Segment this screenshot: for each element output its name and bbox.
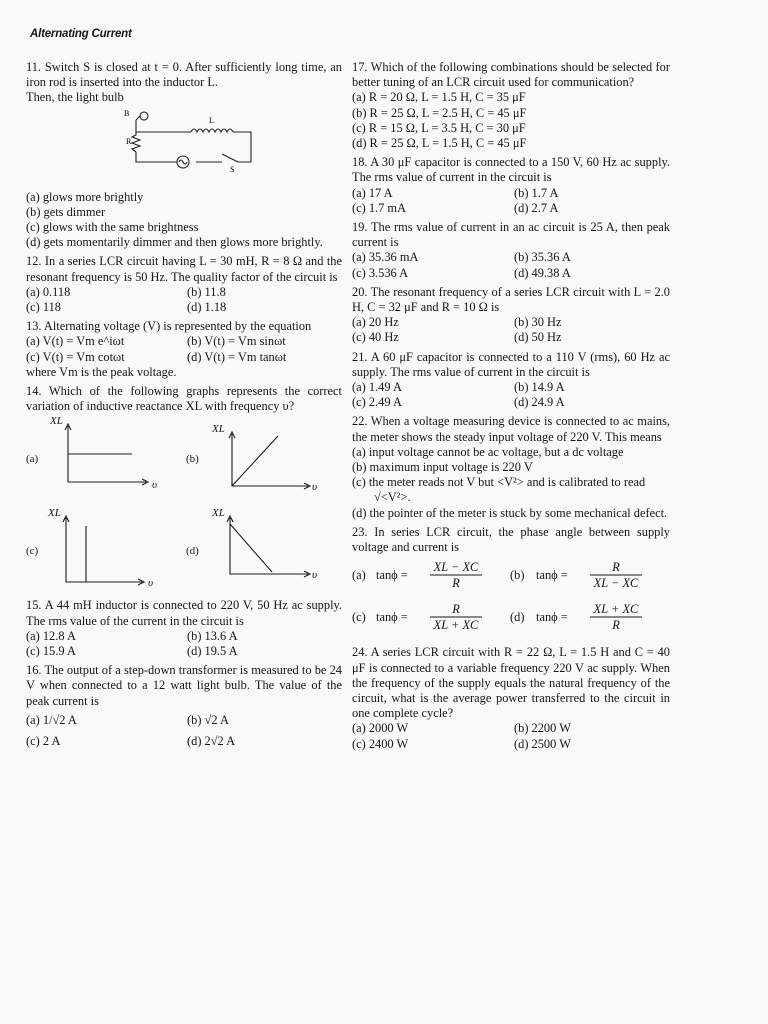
option-text: (d) V(t) = Vm tanωt bbox=[187, 349, 287, 364]
option-text: (a) R = 20 Ω, L = 1.5 H, C = 35 μF bbox=[352, 90, 526, 105]
graph-b-axes bbox=[232, 434, 308, 486]
question-12 bbox=[26, 254, 342, 315]
graph-a-y-label: XL bbox=[50, 415, 63, 428]
question-17-stem: 17. Which of the following combinations should be selected for better tuning of an LCR circuit used for communication? bbox=[352, 60, 670, 90]
option-text: (c) the meter reads not V but <V²> and is calibrated to read √<V²>. bbox=[352, 475, 646, 505]
circuit-wire-top-left bbox=[136, 120, 191, 132]
option-text: (c) 2.49 A bbox=[352, 395, 402, 410]
option-text: (b) 35.36 A bbox=[514, 250, 571, 265]
option-text: (d) 2500 W bbox=[514, 736, 571, 751]
formula-c-lhs: tanϕ = bbox=[376, 610, 408, 625]
option-text: (c) V(t) = Vm cotωt bbox=[26, 349, 125, 364]
formula-c-denominator: XL + XC bbox=[433, 618, 479, 633]
option-text: (d) 2.7 A bbox=[514, 200, 559, 215]
question-13-stem: 13. Alternating voltage (V) is represented by the equation bbox=[26, 319, 312, 334]
question-21 bbox=[352, 350, 670, 411]
left-column bbox=[26, 60, 342, 753]
formula-d-lhs: tanϕ = bbox=[536, 610, 568, 625]
circuit-wire-bottom-left bbox=[136, 152, 177, 162]
question-14 bbox=[26, 384, 342, 594]
option-text: (a) glows more brightly bbox=[26, 189, 144, 204]
question-20-options bbox=[352, 315, 670, 345]
circuit-label-b: B bbox=[124, 108, 130, 118]
question-15 bbox=[26, 598, 342, 659]
graph-d-label: (d) bbox=[186, 545, 199, 558]
option-text: (b) maximum input voltage is 220 V bbox=[352, 460, 533, 475]
formula-d-denominator: R bbox=[612, 618, 620, 633]
question-18-stem: 18. A 30 μF capacitor is connected to a 150 V, 60 Hz ac supply. The rms value of current in the circuit is bbox=[352, 155, 670, 185]
question-13 bbox=[26, 319, 342, 380]
option-text: (a) 12.8 A bbox=[26, 628, 76, 643]
switch-lever bbox=[222, 154, 238, 162]
option-text: (c) 2 A bbox=[26, 734, 61, 749]
option-text: (c) 2400 W bbox=[352, 736, 409, 751]
graph-b-y-label: XL bbox=[212, 423, 225, 436]
graph-b-line bbox=[232, 436, 278, 486]
question-18 bbox=[352, 155, 670, 216]
question-15-stem: 15. A 44 mH inductor is connected to 220 V, 50 Hz ac supply. The rms value of the current in the circuit is bbox=[26, 598, 342, 628]
question-12-stem: 12. In a series LCR circuit having L = 30 mH, R = 8 Ω and the resonant frequency is 50 Hz. The quality factor of the circuit is bbox=[26, 254, 342, 284]
phase-angle-formulas bbox=[352, 555, 670, 641]
question-18-options bbox=[352, 186, 670, 216]
question-13-footer: where Vm is the peak voltage. bbox=[26, 364, 177, 379]
graph-a-x-label: υ bbox=[152, 479, 158, 492]
question-11-options bbox=[26, 190, 342, 251]
option-text: (c) 40 Hz bbox=[352, 330, 399, 345]
formula-d-numerator: XL + XC bbox=[593, 602, 639, 617]
option-text: (a) 17 A bbox=[352, 185, 393, 200]
question-21-stem: 21. A 60 μF capacitor is connected to a 110 V (rms), 60 Hz ac supply. The rms value of current in the circuit is bbox=[352, 349, 670, 379]
graph-c-y-label: XL bbox=[48, 507, 61, 520]
option-text: (d) 1.18 bbox=[187, 300, 227, 315]
option-text: (b) gets dimmer bbox=[26, 204, 106, 219]
formula-c-label: (c) bbox=[352, 610, 366, 625]
question-11-then: Then, the light bulb bbox=[26, 90, 124, 105]
inductor-coil bbox=[191, 129, 233, 132]
formula-a-label: (a) bbox=[352, 568, 366, 583]
question-23-stem: 23. In series LCR circuit, the phase angle between supply voltage and current is bbox=[352, 524, 670, 555]
option-text: (c) glows with the same brightness bbox=[26, 220, 199, 235]
page-header: Alternating Current bbox=[30, 28, 132, 40]
option-text: (a) 1/√2 A bbox=[26, 712, 77, 727]
option-text: (d) the pointer of the meter is stuck by some mechanical defect. bbox=[352, 505, 668, 520]
option-text: (b) √2 A bbox=[187, 712, 229, 727]
question-15-options bbox=[26, 629, 342, 659]
option-text: (d) R = 25 Ω, L = 1.5 H, C = 45 μF bbox=[352, 136, 527, 151]
graph-a-label: (a) bbox=[26, 453, 39, 466]
option-text: (a) 35.36 mA bbox=[352, 250, 419, 265]
question-20 bbox=[352, 285, 670, 346]
question-22-stem: 22. When a voltage measuring device is connected to ac mains, the meter shows the steady input voltage of 220 V. This means bbox=[352, 414, 670, 444]
formula-b-numerator: R bbox=[612, 560, 620, 575]
option-text: (b) 2200 W bbox=[514, 721, 571, 736]
question-22 bbox=[352, 414, 670, 520]
option-text: (d) 49.38 A bbox=[514, 265, 571, 280]
graph-b-x-label: υ bbox=[312, 481, 318, 494]
option-text: (d) 50 Hz bbox=[514, 330, 562, 345]
option-text: (a) 0.118 bbox=[26, 284, 71, 299]
option-text: (a) 1.49 A bbox=[352, 380, 402, 395]
option-text: (b) 30 Hz bbox=[514, 315, 562, 330]
question-16-stem: 16. The output of a step-down transformer is measured to be 24 V when connected to a 12 watt light bulb. The value of the peak current is bbox=[26, 663, 342, 708]
circuit-diagram bbox=[26, 106, 342, 190]
graph-c-axes bbox=[66, 518, 142, 582]
formula-b-denominator: XL − XC bbox=[593, 576, 639, 591]
option-text: (b) 13.6 A bbox=[187, 628, 238, 643]
question-17 bbox=[352, 60, 670, 151]
option-text: (c) R = 15 Ω, L = 3.5 H, C = 30 μF bbox=[352, 120, 526, 135]
question-19-stem: 19. The rms value of current in an ac circuit is 25 A, then peak current is bbox=[352, 220, 670, 250]
option-text: (d) 24.9 A bbox=[514, 395, 565, 410]
formula-c-numerator: R bbox=[452, 602, 460, 617]
option-text: (b) 11.8 bbox=[187, 284, 226, 299]
question-24-options bbox=[352, 721, 670, 751]
option-text: (d) 19.5 A bbox=[187, 644, 238, 659]
question-20-stem: 20. The resonant frequency of a series LCR circuit with L = 2.0 H, C = 32 μF and R = 10 Ω is bbox=[352, 284, 670, 315]
option-text: (d) 2√2 A bbox=[187, 734, 236, 749]
question-24 bbox=[352, 645, 670, 751]
option-text: (a) V(t) = Vm e^iωt bbox=[26, 334, 125, 349]
circuit-label-r: R bbox=[126, 136, 132, 146]
question-11 bbox=[26, 60, 342, 250]
option-text: (b) 1.7 A bbox=[514, 185, 559, 200]
question-13-options bbox=[26, 334, 342, 364]
option-text: (c) 118 bbox=[26, 300, 61, 315]
question-23 bbox=[352, 525, 670, 641]
option-text: (d) gets momentarily dimmer and then glows more brightly. bbox=[26, 235, 323, 250]
option-text: (b) R = 25 Ω, L = 2.5 H, C = 45 μF bbox=[352, 105, 527, 120]
ac-source-wave bbox=[179, 160, 187, 164]
question-11-stem: 11. Switch S is closed at t = 0. After sufficiently long time, an iron rod is inserted into the inductor L. bbox=[26, 60, 342, 90]
question-19-options bbox=[352, 250, 670, 280]
formula-b-label: (b) bbox=[510, 568, 525, 583]
option-text: (a) 20 Hz bbox=[352, 315, 399, 330]
bulb-icon bbox=[140, 112, 148, 120]
formula-b-lhs: tanϕ = bbox=[536, 568, 568, 583]
option-text: (a) 2000 W bbox=[352, 721, 409, 736]
reactance-graphs bbox=[26, 414, 342, 594]
graph-d-axes bbox=[230, 518, 308, 574]
graph-c-x-label: υ bbox=[148, 577, 154, 590]
circuit-label-l: L bbox=[209, 115, 214, 125]
question-21-options bbox=[352, 380, 670, 410]
option-text: (b) V(t) = Vm sinωt bbox=[187, 334, 286, 349]
option-text: (b) 14.9 A bbox=[514, 380, 565, 395]
question-12-options bbox=[26, 285, 342, 315]
question-16-options bbox=[26, 713, 342, 749]
option-text: (a) input voltage cannot be ac voltage, but a dc voltage bbox=[352, 444, 624, 459]
circuit-wire-right bbox=[233, 132, 251, 162]
graph-b-label: (b) bbox=[186, 453, 199, 466]
question-14-stem: 14. Which of the following graphs represents the correct variation of inductive reactance XL with frequency υ? bbox=[26, 384, 342, 414]
graph-d-x-label: υ bbox=[312, 569, 318, 582]
option-text: (c) 15.9 A bbox=[26, 644, 76, 659]
graph-d-y-label: XL bbox=[212, 507, 225, 520]
question-16 bbox=[26, 663, 342, 749]
question-19 bbox=[352, 220, 670, 281]
formula-a-lhs: tanϕ = bbox=[376, 568, 408, 583]
option-text: (c) 1.7 mA bbox=[352, 200, 407, 215]
graph-d-line bbox=[230, 524, 272, 572]
graph-c-label: (c) bbox=[26, 545, 39, 558]
formula-a-numerator: XL − XC bbox=[433, 560, 479, 575]
resistor-zigzag bbox=[132, 132, 140, 152]
question-24-stem: 24. A series LCR circuit with R = 22 Ω, L = 1.5 H and C = 40 μF is connected to a variable frequency 220 V ac supply. When the frequency of the supply equals the natural frequency of the circuit, what is the average power transferred to the circuit in one complete cycle? bbox=[352, 645, 670, 721]
right-column bbox=[352, 60, 670, 756]
formula-d-label: (d) bbox=[510, 610, 525, 625]
option-text: (c) 3.536 A bbox=[352, 265, 409, 280]
circuit-label-s: S bbox=[230, 164, 235, 174]
formula-a-denominator: R bbox=[452, 576, 460, 591]
